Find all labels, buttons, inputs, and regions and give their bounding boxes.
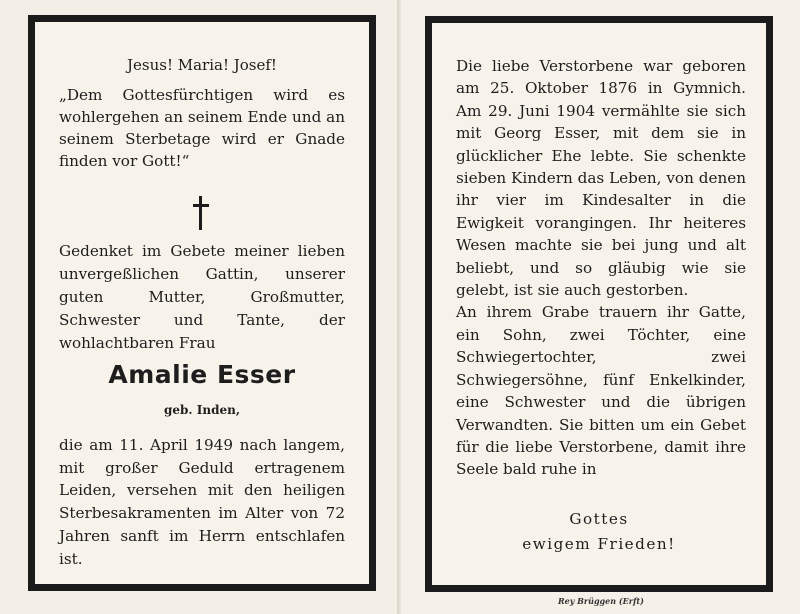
- death-notice: die am 11. April 1949 nach langem, mit großer Geduld ertragenem Leiden, versehen mit den heiligen Sterbesakramenten im Alter von 72 Jahren sanft im Herrn entschlafen ist.: [59, 436, 345, 568]
- closing-line-2: ewigem Frieden!: [522, 535, 676, 553]
- bible-quote: „Dem Gottesfürchtigen wird es wohlergehen an seinem Ende und an seinem Sterbetage wird er Gnade finden vor Gott!“: [59, 86, 345, 170]
- remembrance-text: Gedenket im Gebete meiner lieben unvergeßlichen Gattin, unserer guten Mutter, Großmutter, Schwester und Tante, der wohlachtbaren Frau: [59, 242, 345, 352]
- deceased-name: Amalie Esser: [108, 360, 296, 389]
- invocation-heading: Jesus! Maria! Josef!: [127, 56, 277, 74]
- closing-line-1: Gottes: [569, 510, 629, 528]
- right-card: [425, 16, 773, 592]
- printer-mark: Rey Brüggen (Erft): [558, 596, 644, 606]
- biography-text: Die liebe Verstorbene war geboren am 25. Oktober 1876 in Gymnich. Am 29. Juni 1904 vermählte sie sich mit Georg Esser, mit dem sie in glücklicher Ehe lebte. Sie schenkte sieben Kindern das Leben, von denen ihr vier im Kindesalter in die Ewigkeit vorangingen. Ihr heiteres Wesen machte sie bei jung und alt beliebt, und so gläubig wie sie gelebt, ist sie auch gestorben.: [456, 57, 746, 300]
- mourners-text: An ihrem Grabe trauern ihr Gatte, ein Sohn, zwei Töchter, eine Schwiegertochter, zwei Schwiegersöhne, fünf Enkelkinder, eine Schwester und die übrigen Verwandten. Sie bitten um ein Gebet für die liebe Verstorbene, damit ihre Seele bald ruhe in: [456, 303, 746, 479]
- maiden-name: geb. Inden,: [163, 403, 241, 417]
- page-fold: [397, 0, 401, 614]
- cross-icon: [193, 196, 209, 230]
- closing-blessing: [456, 507, 742, 557]
- left-card: [28, 15, 376, 591]
- right-card-body: [456, 55, 746, 481]
